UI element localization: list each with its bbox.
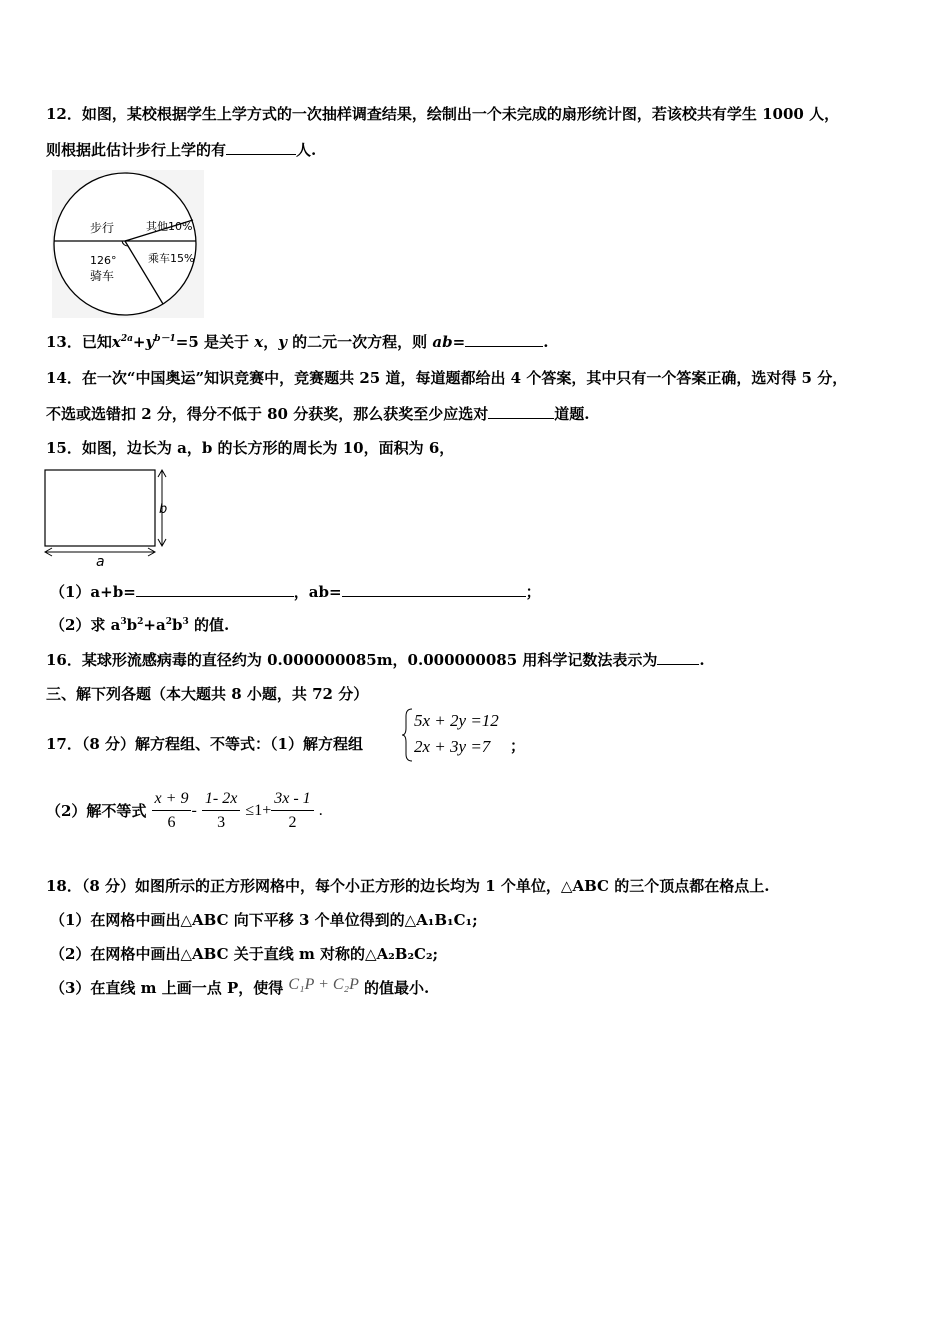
q15-p2-plus: +a — [143, 616, 166, 634]
q17-p2-pre: （2）解不等式 — [46, 802, 147, 820]
q18-p3-expr: C₁P + C₂P — [288, 976, 359, 993]
q15-part1 — [50, 582, 541, 602]
q16-pre: 16．某球形流感病毒的直径约为 0.000000085m，0.000000085 用科学记数法表示为 — [46, 651, 658, 669]
pie-label-other: 其他10% — [146, 220, 193, 233]
q13-eq: =5 是关于 — [175, 333, 250, 351]
pie-label-angle: 126° — [90, 254, 117, 267]
q14-line2-post: 道题. — [554, 405, 590, 423]
q15-ab-blank[interactable] — [342, 582, 526, 597]
q15-rectangle-figure — [42, 466, 182, 570]
q15-p2-b2: b — [171, 616, 183, 634]
q15-p2-pre: （2）求 a — [50, 616, 121, 634]
q17-eq1: 5x + 2y =12 — [414, 711, 499, 730]
q12-answer-blank[interactable] — [226, 140, 296, 155]
q18-p3-pre: （3）在直线 m 上画一点 P，使得 — [50, 979, 284, 997]
pie-label-walk: 步行 — [90, 221, 115, 235]
label-b: b — [159, 502, 168, 517]
q15-a-plus-b-blank[interactable] — [136, 582, 294, 597]
q13-post: 的二元一次方程，则 — [292, 333, 428, 351]
q17-leq: ≤1+ — [245, 802, 272, 819]
q16-line — [46, 650, 705, 670]
q13-y: y — [145, 333, 155, 351]
q13-x: x — [111, 333, 121, 351]
q17-frac2 — [202, 790, 240, 832]
section3-heading: 三、解下列各题（本大题共 8 小题，共 72 分） — [46, 685, 369, 703]
q15-p2-post: 的值. — [193, 616, 230, 634]
q18-part1: （1）在网格中画出△ABC 向下平移 3 个单位得到的△A₁B₁C₁; — [50, 911, 478, 929]
q15-p2-e1: 3 — [120, 617, 127, 627]
q12-pie-chart — [52, 170, 204, 318]
q17-pre: 17．（8 分）解方程组、不等式：（1）解方程组 — [46, 735, 363, 753]
q16-post: . — [699, 651, 705, 669]
q12-line2-pre: 则根据此估计步行上学的有 — [46, 141, 227, 159]
q15-p1-end: ； — [525, 583, 541, 601]
q17-frac3 — [271, 790, 313, 832]
label-a: a — [96, 554, 105, 570]
q13-comma: ， — [263, 333, 279, 351]
q15-p1-pre: （1）a+b= — [50, 583, 136, 601]
q13-exp-y: b－1 — [154, 334, 176, 344]
q17-f3-num: 3x - 1 — [271, 790, 313, 811]
q13-plus: + — [132, 333, 146, 351]
q18-part2: （2）在网格中画出△ABC 关于直线 m 对称的△A₂B₂C₂; — [50, 945, 439, 963]
q12-line1: 12．如图，某校根据学生上学方式的一次抽样调查结果，绘制出一个未完成的扇形统计图，若该校共有学生 1000 人， — [46, 105, 840, 123]
pie-circle — [54, 173, 196, 315]
q18-p3-post: 的值最小. — [363, 979, 430, 997]
q17-end: . — [318, 802, 323, 819]
q17-part2 — [46, 790, 323, 832]
q14-line1: 14．在一次“中国奥运”知识竞赛中，竞赛题共 25 道，每道题都给出 4 个答案，其中只有一个答案正确，选对得 5 分， — [46, 369, 848, 387]
q15-p2-e4: 3 — [182, 617, 189, 627]
q15-line1: 15．如图，边长为 a，b 的长方形的周长为 10，面积为 6， — [46, 439, 455, 457]
q13-pre: 13．已知 — [46, 333, 112, 351]
q15-p2-b: b — [126, 616, 138, 634]
q14-answer-blank[interactable] — [488, 404, 554, 419]
q13-line — [46, 332, 548, 352]
q17-eq2: 2x + 3y =7 — [414, 737, 491, 756]
q15-p2-e3: 2 — [165, 617, 172, 627]
rectangle — [45, 470, 155, 546]
q17-f2-num: 1- 2x — [202, 790, 240, 811]
q17-semicolon: ； — [510, 737, 526, 755]
q15-part2 — [50, 615, 229, 635]
q17-f1-den: 6 — [167, 814, 176, 831]
q17-brace-icon — [402, 708, 414, 762]
q16-answer-blank[interactable] — [657, 650, 699, 665]
q14-line2 — [46, 404, 589, 424]
q12-line2-post: 人. — [296, 141, 317, 159]
q17-minus: - — [191, 802, 197, 819]
q14-line2-pre: 不选或选错扣 2 分，得分不低于 80 分获奖，那么获奖至少应选对 — [46, 405, 489, 423]
q13-ab: ab — [432, 333, 453, 351]
q13-answer-blank[interactable] — [465, 332, 543, 347]
q15-p1-mid: ，ab= — [293, 583, 342, 601]
q18-part3 — [50, 978, 429, 998]
q13-exp-x: 2a — [120, 334, 133, 344]
q17-system — [414, 708, 499, 760]
pie-label-bike: 骑车 — [90, 269, 115, 283]
q18-line1: 18．（8 分）如图所示的正方形网格中，每个小正方形的边长均为 1 个单位，△ABC 的三个顶点都在格点上. — [46, 877, 770, 895]
q13-var-y: y — [278, 333, 287, 351]
q13-equals: = — [452, 333, 466, 351]
q13-var-x: x — [254, 333, 264, 351]
q17-frac1 — [152, 790, 192, 832]
q12-line2 — [46, 140, 316, 160]
q17-f1-num: x + 9 — [152, 790, 192, 811]
q17-f2-den: 3 — [217, 814, 226, 831]
q17-f3-den: 2 — [288, 814, 297, 831]
pie-label-bus: 乘车15% — [148, 252, 195, 265]
q13-end: . — [543, 333, 549, 351]
q15-p2-e2: 2 — [137, 617, 144, 627]
